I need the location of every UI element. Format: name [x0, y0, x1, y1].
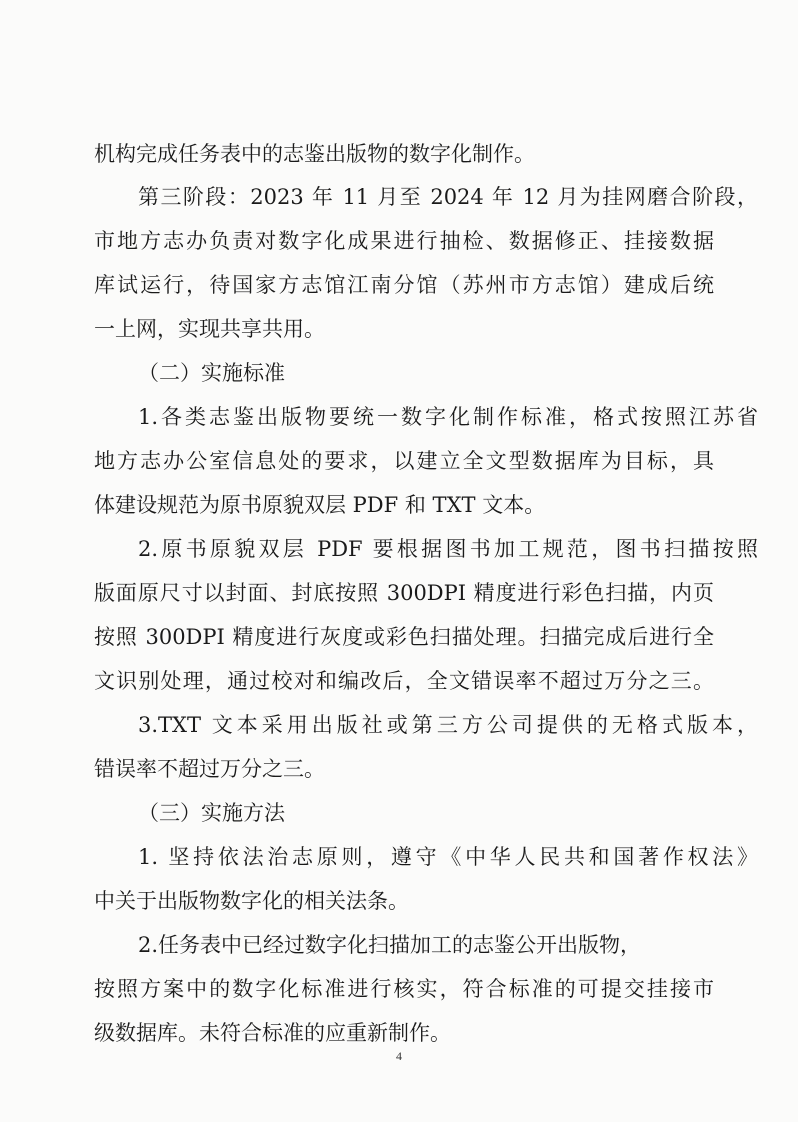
section-heading: （三）实施方法 — [138, 801, 285, 825]
text-line: 市地方志办负责对数字化成果进行抽检、数据修正、挂接数据 — [94, 229, 714, 253]
text-line: 按照 300DPI 精度进行灰度或彩色扫描处理。扫描完成后进行全 — [94, 625, 714, 649]
text-line: 1. 坚持依法治志原则，遵守《中华人民共和国著作权法》 — [138, 845, 758, 869]
text-line: 错误率不超过万分之三。 — [94, 757, 325, 781]
text-line: 第三阶段：2023 年 11 月至 2024 年 12 月为挂网磨合阶段， — [138, 185, 758, 209]
text-line: 按照方案中的数字化标准进行核实，符合标准的可提交挂接市 — [94, 977, 714, 1001]
text-line: 库试运行，待国家方志馆江南分馆（苏州市方志馆）建成后统 — [94, 273, 714, 297]
text-line: 中关于出版物数字化的相关法条。 — [94, 889, 409, 913]
text-line: 地方志办公室信息处的要求，以建立全文型数据库为目标，具 — [94, 449, 714, 473]
text-line: 级数据库。未符合标准的应重新制作。 — [94, 1021, 451, 1045]
text-line: 1.各类志鉴出版物要统一数字化制作标准，格式按照江苏省 — [138, 405, 758, 429]
text-line: 2.任务表中已经过数字化扫描加工的志鉴公开出版物， — [138, 933, 642, 957]
section-heading: （二）实施标准 — [138, 361, 285, 385]
text-line: 文识别处理，通过校对和编改后，全文错误率不超过万分之三。 — [94, 669, 714, 693]
text-line: 机构完成任务表中的志鉴出版物的数字化制作。 — [94, 142, 535, 166]
text-line: 2.原书原貌双层 PDF 要根据图书加工规范，图书扫描按照 — [138, 537, 758, 561]
text-line: 版面原尺寸以封面、封底按照 300DPI 精度进行彩色扫描，内页 — [94, 581, 714, 605]
page-number: 4 — [396, 1049, 402, 1063]
text-line: 3.TXT 文本采用出版社或第三方公司提供的无格式版本， — [138, 713, 758, 737]
text-line: 一上网，实现共享共用。 — [94, 317, 325, 341]
text-line: 体建设规范为原书原貌双层 PDF 和 TXT 文本。 — [94, 493, 546, 517]
